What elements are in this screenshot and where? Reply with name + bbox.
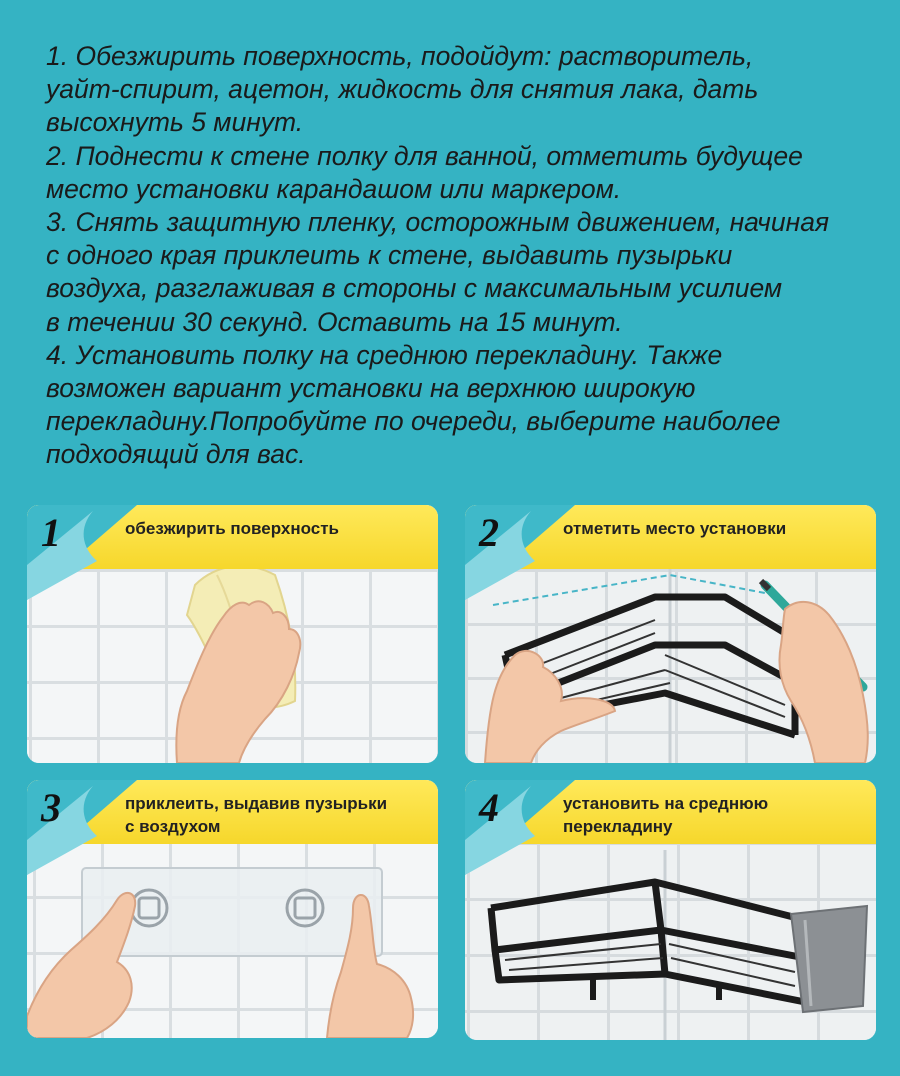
step-card-2 xyxy=(465,505,876,763)
step-caption xyxy=(125,792,387,838)
step-number: 4 xyxy=(479,785,499,830)
instruction-line: уайт-спирит, ацетон, жидкость для снятия лака, дать xyxy=(46,74,759,105)
cup-icon xyxy=(791,906,867,1012)
instruction-line: место установки карандашом или маркером. xyxy=(46,173,622,204)
step-caption-line: установить на среднюю xyxy=(563,794,769,813)
instruction-line: возможен вариант установки на верхнюю широкую xyxy=(46,373,696,404)
instruction-line: в течении 30 секунд. Оставить на 15 минут. xyxy=(46,306,623,337)
instruction-line: воздуха, разглаживая в стороны с максимальным усилием xyxy=(46,273,783,304)
step-card-3 xyxy=(27,780,438,1038)
instruction-line: высохнуть 5 минут. xyxy=(46,107,304,138)
step-card-4 xyxy=(465,780,876,1040)
step-caption xyxy=(125,517,339,540)
step-caption-line: приклеить, выдавив пузырьки xyxy=(125,794,388,813)
step-caption-line: обезжирить поверхность xyxy=(125,519,340,538)
instruction-line: 1. Обезжирить поверхность, подойдут: растворитель, xyxy=(46,41,754,71)
step-caption xyxy=(563,517,786,540)
step-card-1 xyxy=(27,505,438,763)
instruction-line: с одного края приклеить к стене, выдавить пузырьки xyxy=(46,240,733,271)
step-caption-line: отметить место установки xyxy=(563,519,787,538)
instruction-line: подходящий для вас. xyxy=(46,439,306,470)
instruction-line: 4. Установить полку на среднюю перекладину. Также xyxy=(46,339,723,370)
instruction-line: перекладину.Попробуйте по очереди, выберите наиболее xyxy=(46,406,781,437)
step-caption xyxy=(563,792,768,838)
step-caption-line: перекладину xyxy=(563,817,673,836)
step-number: 2 xyxy=(479,510,499,555)
step-caption-line: с воздухом xyxy=(125,817,221,836)
step-number: 1 xyxy=(41,510,61,555)
instruction-line: 3. Снять защитную пленку, осторожным движением, начиная xyxy=(46,207,830,238)
instructions-text xyxy=(46,40,886,472)
step-number: 3 xyxy=(41,785,61,830)
instruction-line: 2. Поднести к стене полку для ванной, отметить будущее xyxy=(46,140,803,171)
